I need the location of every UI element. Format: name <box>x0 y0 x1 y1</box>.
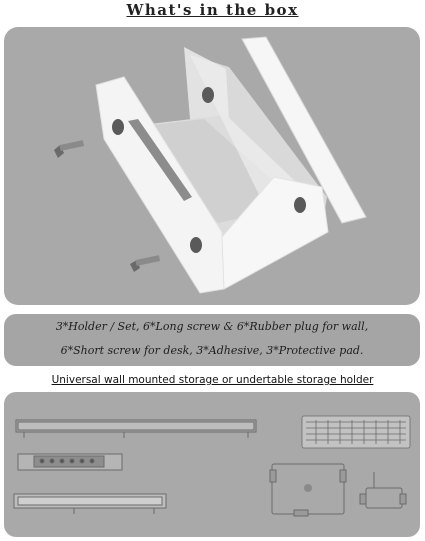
package-contents-list <box>4 314 420 366</box>
product-contents-panel <box>4 27 420 305</box>
page-title: What's in the box <box>126 1 299 19</box>
usage-examples-panel <box>4 392 420 537</box>
screw-icon <box>130 255 160 272</box>
keyboard-icon <box>302 416 410 448</box>
laptop-icon <box>270 464 346 516</box>
screw-icon <box>54 140 84 158</box>
holder-with-cable-box-image <box>14 494 166 514</box>
router-icon <box>360 472 406 508</box>
contents-line-2: 6*Short screw for desk, 3*Adhesive, 3*Protective pad. <box>60 344 364 357</box>
holder-image <box>96 47 328 293</box>
holder-with-router-image <box>18 454 122 470</box>
usage-caption: Universal wall mounted storage or undertable storage holder <box>51 374 374 386</box>
holder-with-power-strip-image <box>16 420 256 438</box>
contents-line-1: 3*Holder / Set, 6*Long screw & 6*Rubber plug for wall, <box>55 320 369 333</box>
